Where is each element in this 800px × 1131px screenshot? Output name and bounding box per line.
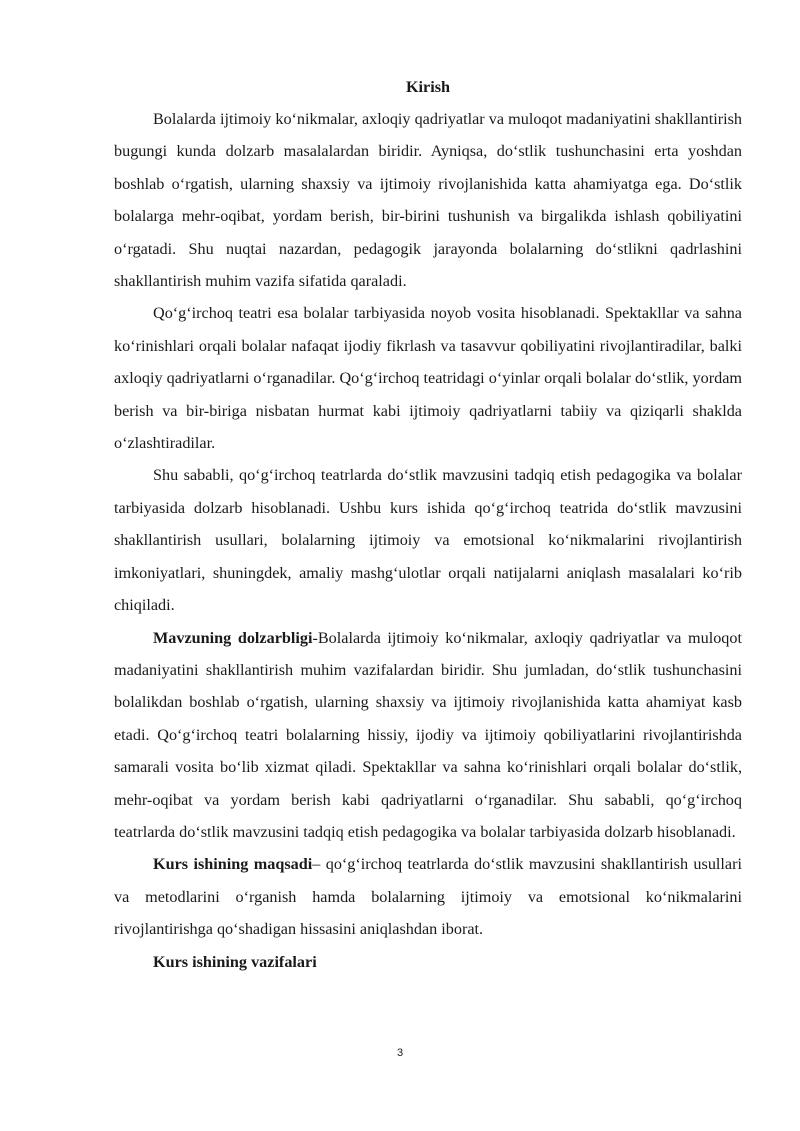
section-title: Kirish [405, 78, 451, 96]
intro-paragraph-1: Bolalarda ijtimoiy ko‘nikmalar, axloqiy qadriyatlar va muloqot madaniyatini shakllantirish bugungi kunda dolzarb masalalardan biridir. Ayniqsa, do‘stlik tushunchasini erta yoshdan boshlab o‘rgatish, ularning shaxsiy va ijtimoiy rivojlanishida katta ahamiyatga ega. Do‘stlik bolalarga mehr-oqibat, yordam berish, bir-birini tushunish va birgalikda ishlash qobiliyatini o‘rgatadi. Shu nuqtai nazardan, pedagogik jarayonda bolalarning do‘stlikni qadrlashini shakllantirish muhim vazifa sifatida qaraladi. [114, 110, 742, 291]
tasks-heading: Kurs ishining vazifalari [153, 952, 317, 971]
goal-paragraph [114, 848, 742, 945]
relevance-label: Mavzuning dolzarbligi [153, 628, 313, 647]
relevance-text: -Bolalarda ijtimoiy ko‘nikmalar, axloqiy qadriyatlar va muloqot madaniyatini shakllantirish muhim vazifalardan biridir. Shu jumladan, do‘stlik tushunchasini bolalikdan boshlab o‘rgatish, ularning shaxsiy va ijtimoiy rivojlanishida katta ahamiyat kasb etadi. Qo‘g‘irchoq teatri bolalarning hissiy, ijodiy va ijtimoiy qobiliyatlarini rivojlantirishda samarali vosita bo‘lib xizmat qiladi. Spektakllar va sahna ko‘rinishlari orqali bolalar do‘stlik, mehr-oqibat va yordam berish kabi qadriyatlarni o‘rganadilar. Shu sababli, qo‘g‘irchoq teatrlarda do‘stlik mavzusini tadqiq etish pedagogika va bolalar tarbiyasida dolzarb hisoblanadi. [114, 628, 742, 841]
page-number: 3 [396, 1047, 404, 1059]
intro-paragraph-2: Qo‘g‘irchoq teatri esa bolalar tarbiyasida noyob vosita hisoblanadi. Spektakllar va sahna ko‘rinishlari orqali bolalar nafaqat ijodiy fikrlash va tasavvur qobiliyatini rivojlantiradilar, balki axloqiy qadriyatlarni o‘rganadilar. Qo‘g‘irchoq teatridagi o‘yinlar orqali bolalar do‘stlik, yordam berish va bir-biriga nisbatan hurmat kabi ijtimoiy qadriyatlarni tabiiy va qiziqarli shaklda o‘zlashtiradilar. [114, 304, 742, 453]
document-page [114, 70, 742, 978]
intro-paragraph-3: Shu sababli, qo‘g‘irchoq teatrlarda do‘stlik mavzusini tadqiq etish pedagogika va bolalar tarbiyasida dolzarb hisoblanadi. Ushbu kurs ishida qo‘g‘irchoq teatrida do‘stlik mavzusini shakllantirish usullari, bolalarning ijtimoiy va emotsional ko‘nikmalarini rivojlantirish imkoniyatlari, shuningdek, amaliy mashg‘ulotlar orqali natijalarni aniqlash masalalari ko‘rib chiqiladi. [114, 466, 742, 615]
relevance-paragraph [114, 622, 742, 849]
goal-text: – qo‘g‘irchoq teatrlarda do‘stlik mavzusini shakllantirish usullari va metodlarini o‘rganish hamda bolalarning ijtimoiy va emotsional ko‘nikmalarini rivojlantirishga qo‘shadigan hissasini aniqlashdan iborat. [114, 855, 742, 939]
goal-label: Kurs ishining maqsadi [153, 855, 313, 874]
